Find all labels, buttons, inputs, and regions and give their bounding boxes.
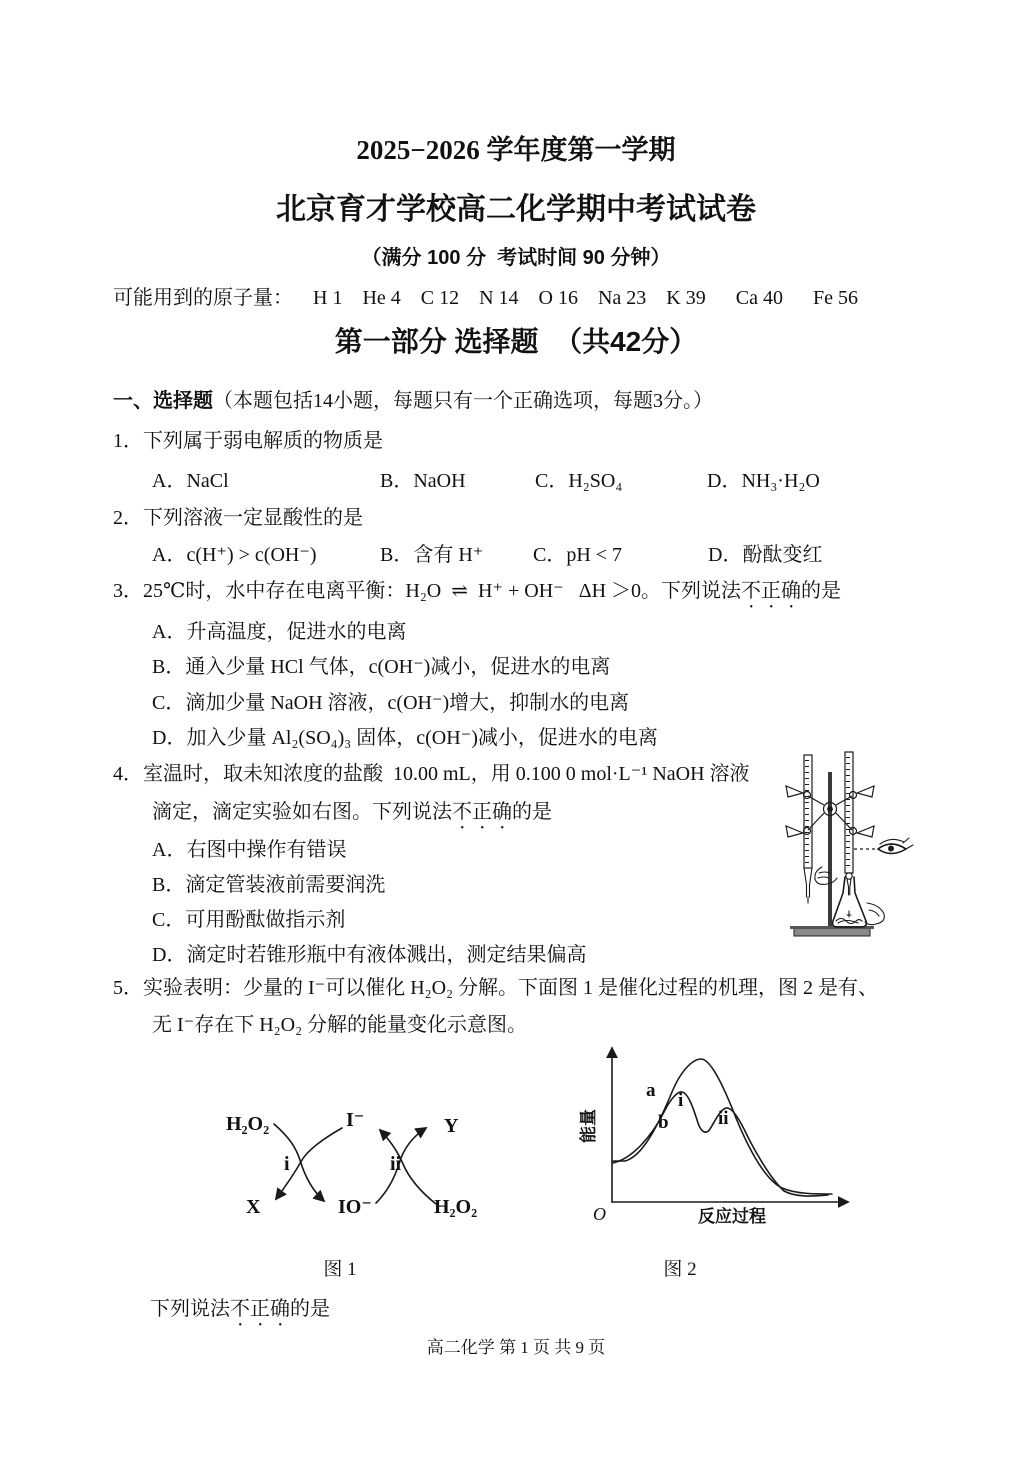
question-4-option-d: D．滴定时若锥形瓶中有液体溅出，测定结果偏高 — [152, 944, 587, 966]
y-axis-label: 能量 — [579, 1109, 598, 1143]
question-3-option-d: D．加入少量 Al₂(SO₄)₃ 固体，c(OH⁻)减小，促进水的电离 — [152, 727, 658, 749]
question-1-option-c: C．H₂SO₄ — [535, 470, 623, 492]
question-1-option-a: A．NaCl — [152, 470, 229, 492]
instructions — [113, 384, 713, 413]
question-3-stem — [113, 574, 841, 613]
question-5-stem-line2: 无 I⁻存在下 H₂O₂ 分解的能量变化示意图。 — [152, 1014, 528, 1036]
question-1-option-d: D．NH₃·H₂O — [707, 470, 820, 492]
stand-base — [794, 928, 870, 936]
species-h2o2-topleft: H₂O₂ — [226, 1113, 270, 1135]
page-footer: 高二化学 第 1 页 共 9 页 — [426, 1338, 606, 1357]
question-4-stem-pre: 滴定，滴定实验如右图。下列说法 — [152, 801, 452, 823]
species-y: Y — [444, 1115, 459, 1137]
peak-i-label: i — [678, 1090, 684, 1111]
hand-at-stopcock — [815, 867, 837, 884]
question-3-option-b: B．通入少量 HCl 气体，c(OH⁻)减小，促进水的电离 — [152, 656, 611, 678]
figure-2-caption: 图 2 — [663, 1259, 697, 1280]
question-2-option-b: B．含有 H⁺ — [380, 544, 484, 566]
species-hypoiodite: IO⁻ — [338, 1196, 372, 1218]
question-4-stem-line1: 4．室温时，取未知浓度的盐酸 10.00 mL，用 0.100 0 mol·L⁻¹ NaOH 溶液 — [113, 763, 750, 785]
origin-label: O — [593, 1204, 606, 1224]
hand-at-flask — [865, 903, 884, 925]
step-i-label: i — [284, 1153, 290, 1175]
question-5-stem-line1: 5．实验表明：少量的 I⁻可以催化 H₂O₂ 分解。下面图 1 是催化过程的机理，图 2 是有、 — [113, 977, 879, 999]
question-4-stem-emphasis: 不正确 — [452, 801, 512, 823]
question-3-stem-post: 的是 — [801, 580, 842, 602]
question-4-option-c: C．可用酚酞做指示剂 — [152, 909, 346, 931]
question-3-stem-pre: 3．25℃时，水中存在电离平衡：H₂O ⇌ H⁺ + OH⁻ ΔH ＞0。下列说法 — [113, 580, 742, 602]
question-2-stem: 2．下列溶液一定显酸性的是 — [113, 507, 363, 529]
question-4-option-a: A．右图中操作有错误 — [152, 839, 347, 861]
question-3-stem-emphasis: 不正确 — [741, 580, 802, 602]
atomic-mass-line: 可能用到的原子量： H 1 He 4 C 12 N 14 O 16 Na 23 K 39 Ca 40 Fe 56 — [113, 287, 858, 309]
catalytic-mechanism-figure — [190, 1060, 520, 1260]
question-3-option-c: C．滴加少量 NaOH 溶液，c(OH⁻)增大，抑制水的电离 — [152, 692, 630, 714]
burette-left — [804, 755, 812, 903]
species-x: X — [246, 1196, 261, 1218]
x-axis-label: 反应过程 — [698, 1207, 766, 1226]
conical-flask — [833, 877, 867, 927]
question-1-stem: 1．下列属于弱电解质的物质是 — [113, 430, 383, 452]
question-2-option-c: C．pH < 7 — [533, 544, 623, 566]
question-4-stem-line2 — [152, 795, 552, 834]
curve-a-label: a — [646, 1080, 656, 1101]
reaction-arrows — [274, 1124, 436, 1204]
figure-1-caption: 图 1 — [323, 1259, 357, 1280]
energy-diagram-figure — [570, 1030, 900, 1242]
question-5-followup-emphasis: 不正确 — [230, 1298, 290, 1320]
question-2-option-a: A．c(H⁺) > c(OH⁻) — [152, 544, 317, 566]
step-ii-label: ii — [390, 1153, 402, 1175]
instructions-heading: 一、选择题 — [113, 390, 213, 412]
exam-term-title: 2025−2026 学年度第一学期 — [356, 135, 676, 165]
exam-subtitle: （满分 100 分 考试时间 90 分钟） — [361, 247, 671, 269]
question-4-option-b: B．滴定管装液前需要润洗 — [152, 874, 386, 896]
question-3-option-a: A．升高温度，促进水的电离 — [152, 621, 407, 643]
question-4-stem-post: 的是 — [512, 801, 552, 823]
instructions-text: （本题包括14小题，每题只有一个正确选项，每题3分。） — [213, 390, 713, 412]
question-2-option-d: D．酚酞变红 — [708, 544, 823, 566]
species-h2o2-bottomright: H₂O₂ — [434, 1196, 478, 1218]
exam-title: 北京育才学校高二化学期中考试试卷 — [276, 193, 756, 226]
curve-b-label: b — [658, 1112, 669, 1133]
section-title: 第一部分 选择题 （共42分） — [334, 326, 698, 357]
question-5-followup-post: 的是 — [290, 1298, 330, 1320]
question-5-followup-pre: 下列说法 — [150, 1298, 230, 1320]
peak-ii-label: ii — [718, 1108, 729, 1129]
titration-apparatus-figure — [770, 745, 1020, 965]
species-iodide: I⁻ — [346, 1109, 365, 1131]
eye-icon — [878, 838, 913, 854]
question-5-followup — [150, 1292, 330, 1331]
question-1-option-b: B．NaOH — [380, 470, 466, 492]
